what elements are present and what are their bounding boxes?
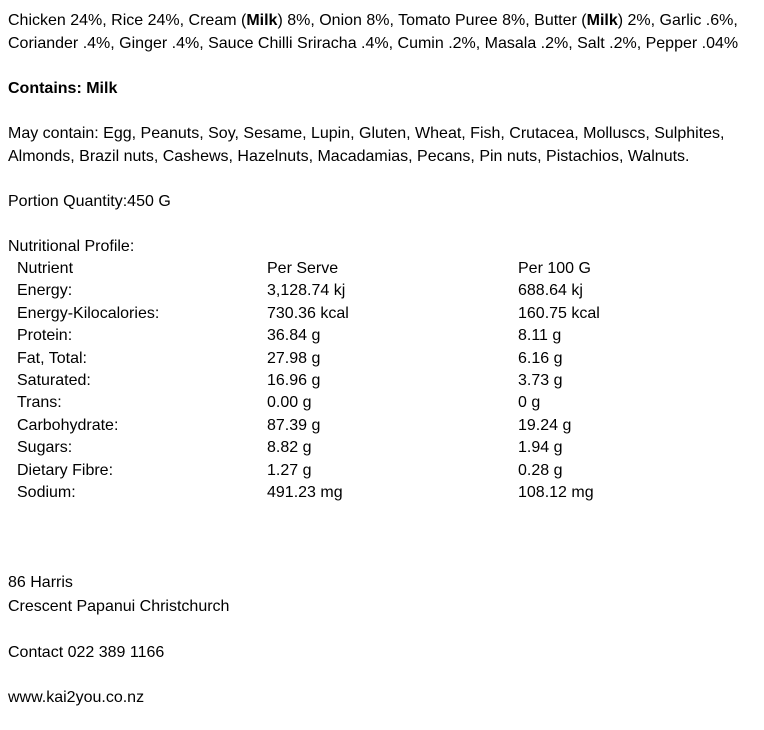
ingredients-segment: ) 2%, Garlic .6%, xyxy=(617,12,738,29)
column-header-nutrient: Nutrient xyxy=(17,260,74,277)
table-row xyxy=(17,348,758,370)
contact-phone: Contact 022 389 1166 xyxy=(8,644,165,662)
contains-statement xyxy=(8,77,764,100)
table-header-row xyxy=(17,258,758,280)
per-serve-value: 1.27 g xyxy=(267,461,312,479)
per-serve-value: 491.23 mg xyxy=(267,484,343,502)
per-100g-value: 0.28 g xyxy=(518,461,563,479)
may-contain-line-1: May contain: Egg, Peanuts, Soy, Sesame, Lupin, Gluten, Wheat, Fish, Crutacea, Molluscs, Sulphites, xyxy=(8,125,725,142)
table-row xyxy=(17,370,758,392)
per-100g-value: 1.94 g xyxy=(518,439,563,457)
per-100g-value: 8.11 g xyxy=(518,327,562,345)
nutrient-name: Trans: xyxy=(17,394,62,412)
table-row xyxy=(17,460,758,482)
contains-text: Contains: Milk xyxy=(8,80,118,97)
allergen-milk: Milk xyxy=(586,12,618,29)
table-row xyxy=(17,437,758,459)
per-100g-value: 19.24 g xyxy=(518,416,572,434)
per-100g-value: 0 g xyxy=(518,394,541,412)
nutrient-name: Sugars: xyxy=(17,439,73,457)
nutrient-name: Fat, Total: xyxy=(17,349,87,367)
nutrient-name: Energy-Kilocalories: xyxy=(17,304,160,322)
table-row xyxy=(17,392,758,414)
per-serve-value: 0.00 g xyxy=(267,394,312,412)
per-100g-value: 108.12 mg xyxy=(518,484,594,502)
allergen-milk: Milk xyxy=(246,12,278,29)
nutrient-name: Carbohydrate: xyxy=(17,416,119,434)
ingredients-line-2: Coriander .4%, Ginger .4%, Sauce Chilli Sriracha .4%, Cumin .2%, Masala .2%, Salt .2%, Pepper .04% xyxy=(8,35,739,52)
column-header-per-100g: Per 100 G xyxy=(518,260,591,277)
nutrient-name: Energy: xyxy=(17,282,73,300)
ingredients-segment: ) 8%, Onion 8%, Tomato Puree 8%, Butter ( xyxy=(277,12,587,29)
table-row xyxy=(17,482,758,504)
address-line-1: 86 Harris xyxy=(8,574,73,592)
ingredients-segment: Chicken 24%, Rice 24%, Cream ( xyxy=(8,12,247,29)
nutrient-name: Dietary Fibre: xyxy=(17,461,114,479)
per-serve-value: 27.98 g xyxy=(267,349,321,367)
per-serve-value: 8.82 g xyxy=(267,439,312,457)
may-contain-statement xyxy=(8,122,764,168)
per-100g-value: 6.16 g xyxy=(518,349,563,367)
nutrient-name: Protein: xyxy=(17,327,73,345)
ingredients-text xyxy=(8,9,764,55)
per-serve-value: 87.39 g xyxy=(267,416,321,434)
per-100g-value: 160.75 kcal xyxy=(518,304,600,322)
per-100g-value: 3.73 g xyxy=(518,372,563,390)
nutrient-name: Saturated: xyxy=(17,372,91,390)
may-contain-line-2: Almonds, Brazil nuts, Cashews, Hazelnuts, Macadamias, Pecans, Pin nuts, Pistachios, Walnuts. xyxy=(8,148,690,165)
portion-quantity: Portion Quantity:450 G xyxy=(8,193,171,210)
nutrition-heading: Nutritional Profile: xyxy=(8,238,135,255)
per-100g-value: 688.64 kj xyxy=(518,282,583,300)
address-line-2: Crescent Papanui Christchurch xyxy=(8,598,230,616)
per-serve-value: 3,128.74 kj xyxy=(267,282,346,300)
per-serve-value: 730.36 kcal xyxy=(267,304,349,322)
nutrient-name: Sodium: xyxy=(17,484,76,502)
column-header-per-serve: Per Serve xyxy=(267,260,339,277)
table-row xyxy=(17,415,758,437)
table-row xyxy=(17,325,758,347)
per-serve-value: 36.84 g xyxy=(267,327,321,345)
nutrition-table xyxy=(17,258,758,504)
per-serve-value: 16.96 g xyxy=(267,372,321,390)
table-row xyxy=(17,303,758,325)
table-row xyxy=(17,280,758,302)
website-url: www.kai2you.co.nz xyxy=(8,689,145,707)
